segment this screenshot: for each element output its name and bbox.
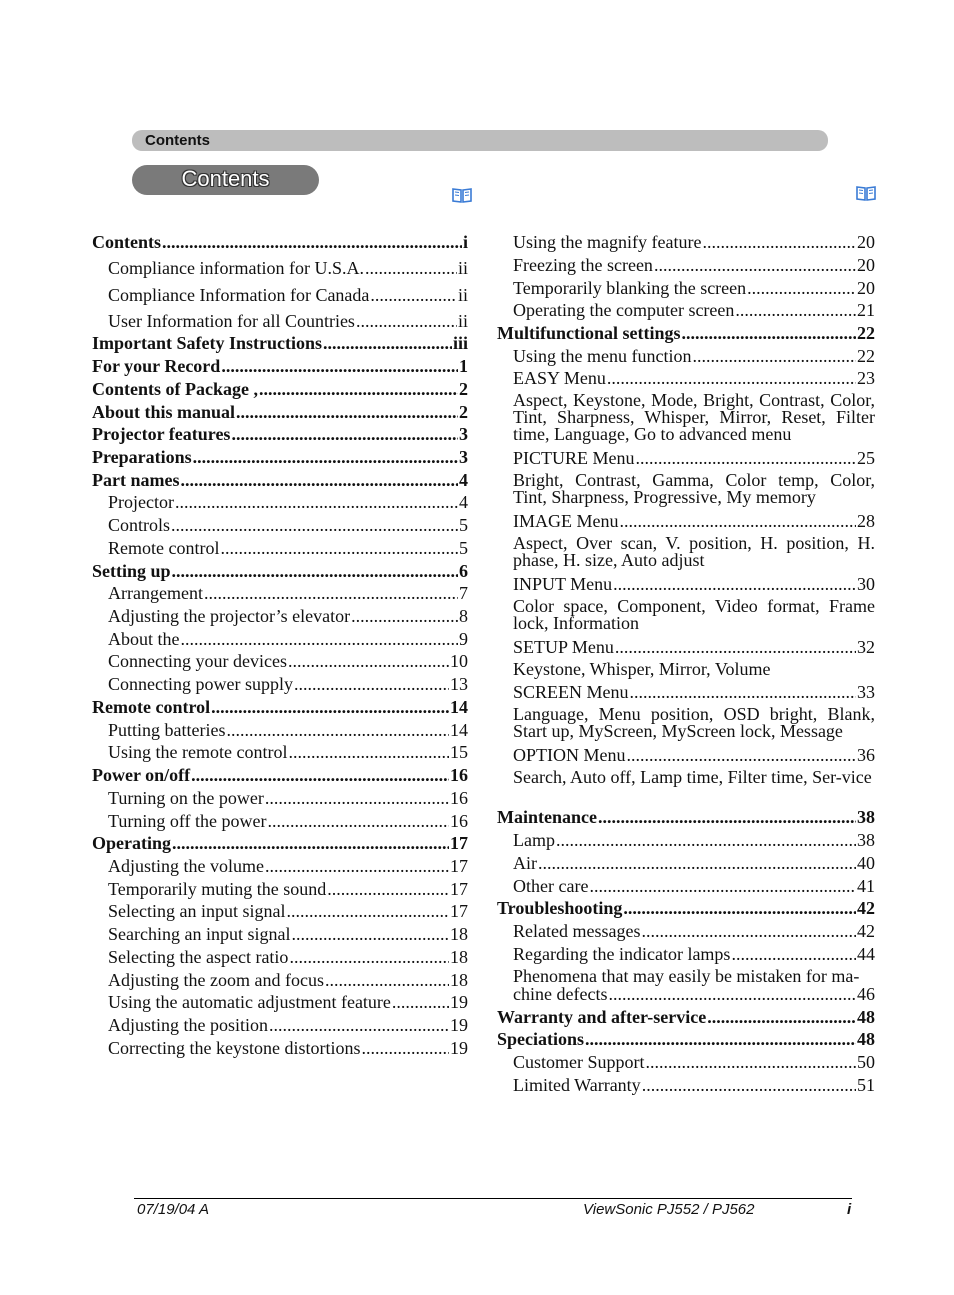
toc-section-entry[interactable]	[92, 834, 468, 852]
toc-entry[interactable]	[513, 877, 875, 895]
toc-entry-title: Related messages	[513, 921, 641, 941]
toc-entry-page: 3	[459, 447, 468, 467]
toc-leader-dots	[556, 831, 856, 849]
toc-entry-title: Troubleshooting	[497, 898, 623, 918]
toc-entry-page: 8	[459, 606, 468, 626]
toc-leader-dots	[747, 279, 856, 297]
toc-leader-dots	[288, 652, 449, 670]
toc-entry-page: 38	[857, 807, 875, 827]
toc-subtopics: Keystone, Whisper, Mirror, Volume	[513, 659, 771, 679]
toc-subtopics: Search, Auto off, Lamp time, Filter time, Ser-vice	[513, 767, 872, 787]
toc-entry[interactable]	[108, 312, 468, 330]
toc-leader-dots	[370, 286, 457, 304]
toc-leader-dots	[620, 512, 857, 530]
toc-entry[interactable]	[108, 539, 468, 557]
toc-entry-title: Projector	[108, 492, 174, 512]
toc-entry-page: 17	[450, 901, 468, 921]
toc-leader-dots	[627, 746, 857, 764]
toc-entry[interactable]	[513, 1053, 875, 1071]
toc-entry[interactable]	[108, 721, 468, 739]
toc-entry-page: 5	[459, 538, 468, 558]
toc-leader-dots	[636, 449, 857, 467]
toc-entry-title: Air	[513, 853, 537, 873]
toc-entry-title: Contents of Package ,	[92, 379, 258, 399]
toc-entry-title: Arrangement	[108, 583, 203, 603]
toc-entry-page: 30	[857, 574, 875, 594]
toc-entry-title: Projector features	[92, 424, 231, 444]
toc-leader-dots	[692, 347, 856, 365]
toc-entry-page: 2	[459, 402, 468, 422]
toc-entry-page: 51	[857, 1075, 875, 1095]
toc-leader-dots	[356, 312, 457, 330]
toc-entry-title: PICTURE Menu	[513, 448, 635, 468]
toc-entry-title: Speciations	[497, 1029, 585, 1049]
toc-entry-title: Compliance information for U.S.A.	[108, 258, 364, 278]
toc-entry[interactable]	[513, 683, 875, 701]
toc-entry-page: 18	[450, 947, 468, 967]
toc-section-entry[interactable]	[497, 1008, 875, 1026]
toc-entry[interactable]	[513, 449, 875, 467]
toc-leader-dots	[538, 854, 856, 872]
toc-entry-title: Adjusting the position	[108, 1015, 269, 1035]
toc-section-entry[interactable]	[92, 380, 468, 398]
toc-entry-title: Operating the computer screen	[513, 300, 735, 320]
toc-entry[interactable]	[513, 831, 875, 849]
toc-entry-title: Turning on the power	[108, 788, 264, 808]
toc-entry-page: 44	[857, 944, 875, 964]
book-icon	[452, 187, 472, 203]
toc-entry-title: Using the remote control	[108, 742, 288, 762]
toc-entry-title: Temporarily muting the sound	[108, 879, 327, 899]
toc-entry-page: 4	[459, 470, 468, 490]
toc-leader-dots	[265, 857, 449, 875]
toc-entry-title: Adjusting the zoom and focus	[108, 970, 324, 990]
toc-entry[interactable]	[108, 880, 468, 898]
toc-entry-page: 18	[450, 970, 468, 990]
toc-entry-page: 17	[450, 879, 468, 899]
toc-leader-dots	[735, 301, 856, 319]
toc-entry-title: OPTION Menu	[513, 745, 626, 765]
toc-entry-page: 48	[857, 1029, 875, 1049]
toc-leader-dots	[171, 516, 458, 534]
toc-entry-page: iii	[452, 333, 468, 353]
toc-entry-title: Controls	[108, 515, 171, 535]
toc-entry[interactable]	[513, 985, 875, 1003]
toc-leader-dots	[172, 562, 458, 580]
toc-subtopics: Language, Menu position, OSD bright, Blank, Start up, MyScreen, MyScreen lock, Message	[513, 704, 875, 741]
toc-entry-page: 15	[450, 742, 468, 762]
toc-leader-dots	[231, 425, 458, 443]
toc-leader-dots	[294, 675, 449, 693]
toc-entry[interactable]	[108, 259, 468, 277]
toc-entry-page: 3	[459, 424, 468, 444]
toc-leader-dots	[707, 1008, 856, 1026]
toc-entry-title: Connecting your devices	[108, 651, 287, 671]
toc-entry[interactable]	[108, 286, 468, 304]
toc-entry-page: 16	[450, 765, 468, 785]
toc-leader-dots	[162, 233, 462, 251]
toc-leader-dots	[175, 493, 458, 511]
toc-entry-title: EASY Menu	[513, 368, 606, 388]
toc-section-entry[interactable]	[92, 357, 468, 375]
toc-entry-page: 16	[450, 811, 468, 831]
toc-entry-page: 6	[459, 561, 468, 581]
toc-entry-title: Putting batteries	[108, 720, 226, 740]
toc-leader-dots	[204, 584, 458, 602]
toc-entry-page: ii	[457, 311, 468, 331]
toc-entry-page: 48	[857, 1007, 875, 1027]
toc-entry[interactable]	[513, 638, 875, 656]
toc-entry[interactable]	[108, 584, 468, 602]
toc-entry-page: 19	[450, 1038, 468, 1058]
toc-entry-page: 21	[857, 300, 875, 320]
toc-entry-title: Using the menu function	[513, 346, 692, 366]
toc-leader-dots	[642, 1076, 856, 1094]
toc-entry-title: Maintenance	[497, 807, 597, 827]
toc-entry-page: 10	[450, 651, 468, 671]
toc-entry-title: Searching an input signal	[108, 924, 291, 944]
toc-leader-dots	[607, 369, 856, 387]
toc-entry-title: Contents	[92, 232, 162, 252]
toc-entry-page: 9	[459, 629, 468, 649]
toc-leader-dots	[327, 880, 449, 898]
toc-leader-dots	[180, 471, 458, 489]
toc-entry[interactable]	[108, 971, 468, 989]
toc-leader-dots	[286, 902, 449, 920]
toc-subtopics: Aspect, Over scan, V. position, H. position, H. phase, H. size, Auto adjust	[513, 533, 875, 570]
toc-leader-dots	[598, 808, 856, 826]
toc-entry[interactable]	[108, 493, 468, 511]
footer-page-number: i	[847, 1201, 852, 1218]
toc-entry-page: 13	[450, 674, 468, 694]
toc-leader-dots	[172, 834, 449, 852]
toc-entry-title: Warranty and after-service	[497, 1007, 707, 1027]
toc-leader-dots	[682, 324, 856, 342]
toc-entry-title: Regarding the indicator lamps	[513, 944, 731, 964]
toc-leader-dots	[615, 638, 856, 656]
toc-entry[interactable]	[513, 945, 875, 963]
toc-entry-page: 28	[857, 511, 875, 531]
toc-leader-dots	[191, 766, 449, 784]
toc-entry-title: Temporarily blanking the screen	[513, 278, 747, 298]
toc-leader-dots	[623, 899, 856, 917]
toc-leader-dots	[323, 334, 452, 352]
toc-leader-dots	[641, 922, 856, 940]
toc-entry-page: 19	[450, 1015, 468, 1035]
toc-section-entry[interactable]	[92, 425, 468, 443]
toc-entry[interactable]	[108, 789, 468, 807]
toc-entry[interactable]	[513, 746, 875, 764]
toc-entry[interactable]	[108, 948, 468, 966]
toc-entry[interactable]	[108, 743, 468, 761]
toc-entry-title: Selecting the aspect ratio	[108, 947, 289, 967]
toc-entry-page: 20	[857, 278, 875, 298]
toc-entry[interactable]	[513, 922, 875, 940]
toc-entry-page: 50	[857, 1052, 875, 1072]
toc-section-entry[interactable]	[92, 233, 468, 251]
toc-entry-page: 18	[450, 924, 468, 944]
toc-entry[interactable]	[108, 516, 468, 534]
toc-entry-title: About this manual	[92, 402, 236, 422]
toc-leader-dots	[654, 256, 856, 274]
toc-entry-title: INPUT Menu	[513, 574, 613, 594]
toc-entry[interactable]	[513, 301, 875, 319]
toc-entry-title: Power on/off	[92, 765, 191, 785]
toc-entry-page: 33	[857, 682, 875, 702]
toc-entry-page: 23	[857, 368, 875, 388]
toc-entry-title: Compliance Information for Canada	[108, 285, 370, 305]
toc-entry-title: Connecting power supply	[108, 674, 293, 694]
toc-entry-title: Preparations	[92, 447, 192, 467]
toc-entry-title: SCREEN Menu	[513, 682, 629, 702]
toc-leader-dots	[221, 357, 458, 375]
toc-entry-page: 22	[857, 346, 875, 366]
toc-entry-title: Remote control	[92, 697, 211, 717]
toc-subtopics: Aspect, Keystone, Mode, Bright, Contrast, Color, Tint, Sharpness, Whisper, Mirror, Reset, Filter time, Language, Go to advanced menu	[513, 390, 875, 444]
toc-leader-dots	[589, 877, 856, 895]
toc-entry-page: 14	[450, 720, 468, 740]
toc-entry[interactable]	[513, 512, 875, 530]
toc-entry-title: Setting up	[92, 561, 171, 581]
toc-leader-dots	[236, 403, 458, 421]
toc-section-entry[interactable]	[92, 698, 468, 716]
toc-entry-title: User Information for all Countries	[108, 311, 355, 331]
toc-entry-title: Part names	[92, 470, 180, 490]
toc-entry[interactable]	[108, 652, 468, 670]
toc-section-entry[interactable]	[92, 562, 468, 580]
toc-entry-title: Limited Warranty	[513, 1075, 641, 1095]
toc-entry[interactable]	[513, 233, 875, 251]
toc-section-entry[interactable]	[92, 403, 468, 421]
toc-entry[interactable]	[108, 857, 468, 875]
toc-entry-title: Using the magnify feature	[513, 232, 702, 252]
toc-leader-dots	[392, 993, 449, 1011]
toc-leader-dots	[220, 539, 458, 557]
toc-leader-dots	[288, 743, 449, 761]
toc-entry-page: 1	[459, 356, 468, 376]
toc-entry[interactable]	[108, 1016, 468, 1034]
toc-leader-dots	[585, 1030, 856, 1048]
toc-entry-page: 2	[459, 379, 468, 399]
toc-section-entry[interactable]	[497, 899, 875, 917]
toc-entry-title: Using the automatic adjustment feature	[108, 992, 391, 1012]
footer-rule	[134, 1198, 852, 1199]
toc-entry-page: ii	[457, 285, 468, 305]
toc-entry-title: Correcting the keystone distortions	[108, 1038, 361, 1058]
toc-leader-dots	[731, 945, 856, 963]
toc-entry-page: 17	[450, 833, 468, 853]
toc-entry-title: SETUP Menu	[513, 637, 614, 657]
toc-entry-title: About the	[108, 629, 180, 649]
toc-entry-page: ii	[457, 258, 468, 278]
section-header-bar	[132, 130, 828, 151]
footer-date: 07/19/04 A	[137, 1201, 210, 1218]
toc-entry-page: 7	[459, 583, 468, 603]
toc-entry[interactable]	[108, 902, 468, 920]
toc-entry-page: 41	[857, 876, 875, 896]
toc-leader-dots	[646, 1053, 856, 1071]
toc-entry-page: 40	[857, 853, 875, 873]
toc-entry-page: 17	[450, 856, 468, 876]
toc-leader-dots	[351, 607, 458, 625]
toc-entry-title: Turning off the power	[108, 811, 267, 831]
toc-entry[interactable]	[108, 1039, 468, 1057]
book-icon	[856, 185, 876, 201]
toc-leader-dots	[702, 233, 856, 251]
toc-entry-page: 20	[857, 255, 875, 275]
toc-entry-title: Important Safety Instructions	[92, 333, 323, 353]
toc-entry-title: Adjusting the volume	[108, 856, 264, 876]
toc-section-entry[interactable]	[497, 324, 875, 342]
toc-entry[interactable]	[108, 675, 468, 693]
toc-entry-title: Adjusting the projector’s elevator	[108, 606, 351, 626]
toc-entry-title: Freezing the screen	[513, 255, 653, 275]
toc-leader-dots	[265, 789, 449, 807]
toc-entry-title: chine defects	[513, 984, 608, 1004]
toc-subtopics: Color space, Component, Video format, Frame lock, Information	[513, 596, 875, 633]
toc-entry-page: 42	[857, 898, 875, 918]
toc-leader-dots	[211, 698, 449, 716]
toc-entry-title: Multifunctional settings	[497, 323, 681, 343]
toc-leader-dots	[608, 985, 856, 1003]
toc-leader-dots	[269, 1016, 449, 1034]
toc-entry[interactable]	[108, 630, 468, 648]
toc-entry[interactable]	[108, 993, 468, 1011]
page-title-pill	[132, 165, 319, 195]
toc-leader-dots	[268, 812, 450, 830]
toc-section-entry[interactable]	[92, 448, 468, 466]
toc-entry[interactable]	[108, 812, 468, 830]
toc-entry-page: 38	[857, 830, 875, 850]
toc-leader-dots	[289, 948, 449, 966]
toc-section-entry[interactable]	[497, 1030, 875, 1048]
toc-entry-page: 19	[450, 992, 468, 1012]
toc-leader-dots	[365, 259, 457, 277]
section-header-label: Contents	[145, 132, 210, 149]
toc-section-entry[interactable]	[92, 334, 468, 352]
toc-subtopics: Bright, Contrast, Gamma, Color temp, Color, Tint, Sharpness, Progressive, My memory	[513, 470, 875, 507]
toc-entry[interactable]	[513, 1076, 875, 1094]
toc-entry[interactable]	[513, 279, 875, 297]
toc-leader-dots	[630, 683, 856, 701]
toc-section-entry[interactable]	[92, 766, 468, 784]
toc-entry-title: Customer Support	[513, 1052, 645, 1072]
toc-entry-page: 5	[459, 515, 468, 535]
footer-product: ViewSonic PJ552 / PJ562	[583, 1201, 755, 1218]
toc-leader-dots	[613, 575, 856, 593]
toc-entry-page: 42	[857, 921, 875, 941]
toc-leader-dots	[291, 925, 449, 943]
toc-leader-dots	[193, 448, 458, 466]
toc-entry-page: 22	[857, 323, 875, 343]
toc-entry-page: 14	[450, 697, 468, 717]
toc-subtopics: Phenomena that may easily be mistaken for ma-	[513, 966, 860, 986]
toc-entry-page: 20	[857, 232, 875, 252]
toc-section-entry[interactable]	[92, 471, 468, 489]
toc-entry-page: 4	[459, 492, 468, 512]
toc-entry[interactable]	[513, 369, 875, 387]
toc-leader-dots	[181, 630, 459, 648]
page-title: Contents	[181, 166, 270, 191]
toc-leader-dots	[361, 1039, 449, 1057]
toc-entry[interactable]	[108, 925, 468, 943]
toc-leader-dots	[325, 971, 449, 989]
toc-entry[interactable]	[513, 854, 875, 872]
toc-entry-title: IMAGE Menu	[513, 511, 619, 531]
toc-entry-title: Other care	[513, 876, 589, 896]
toc-entry-page: 36	[857, 745, 875, 765]
toc-entry-page: 32	[857, 637, 875, 657]
toc-entry-title: Operating	[92, 833, 171, 853]
toc-section-entry[interactable]	[497, 808, 875, 826]
toc-entry[interactable]	[513, 347, 875, 365]
toc-entry-page: 16	[450, 788, 468, 808]
toc-entry[interactable]	[513, 575, 875, 593]
toc-leader-dots	[226, 721, 449, 739]
toc-entry-page: i	[462, 232, 468, 252]
toc-entry-title: Remote control	[108, 538, 220, 558]
toc-entry-page: 25	[857, 448, 875, 468]
toc-entry[interactable]	[513, 256, 875, 274]
toc-entry-page: 46	[857, 984, 875, 1004]
toc-entry-title: Selecting an input signal	[108, 901, 286, 921]
toc-entry-title: For your Record	[92, 356, 221, 376]
toc-entry-title: Lamp	[513, 830, 555, 850]
toc-leader-dots	[259, 380, 458, 398]
toc-entry[interactable]	[108, 607, 468, 625]
